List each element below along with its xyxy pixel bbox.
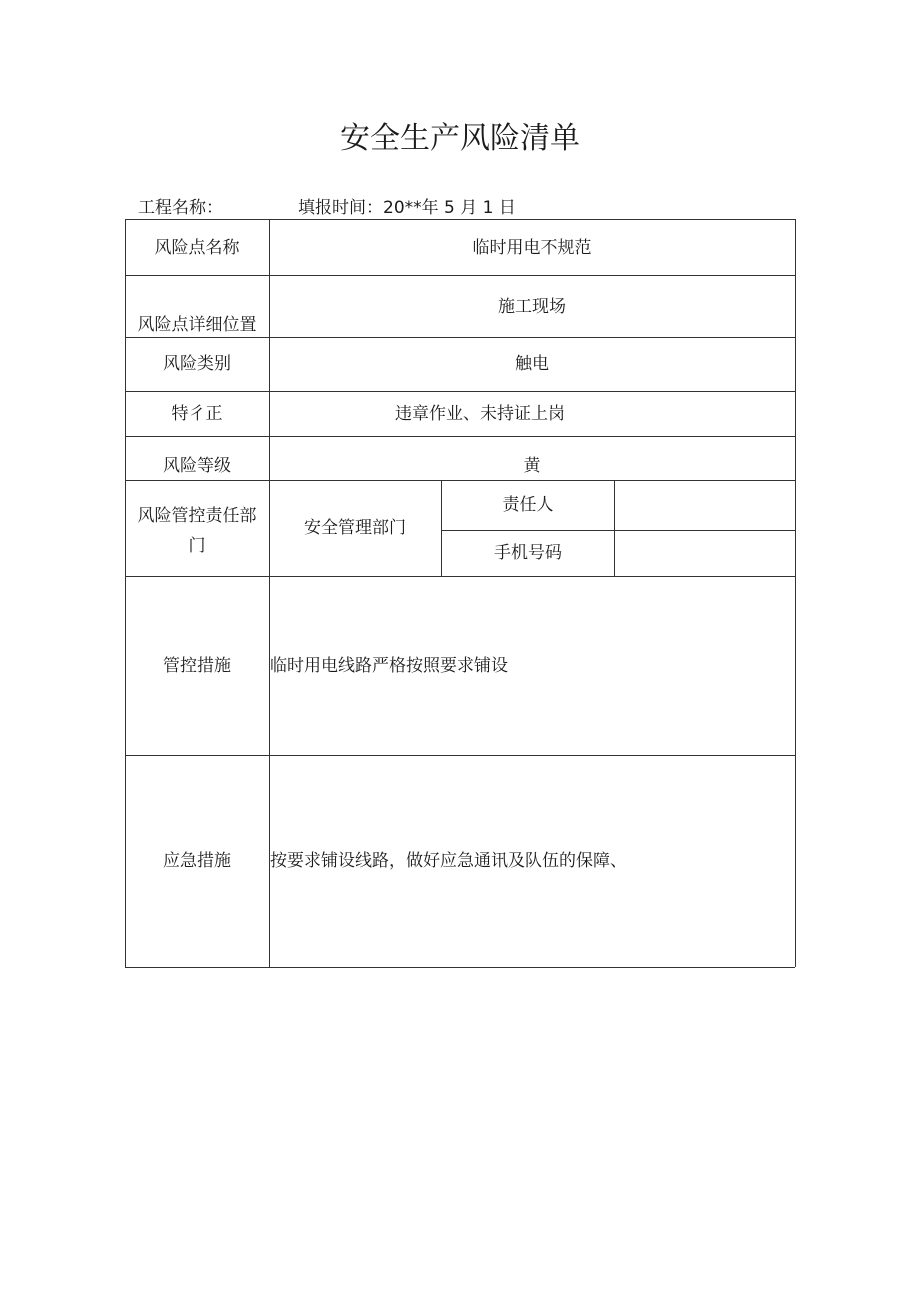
control-value: 临时用电线路严格按照要求铺设: [270, 656, 508, 676]
location-value: 施工现场: [498, 297, 566, 317]
fill-date: 填报时间：20**年 5 月 1 日: [298, 198, 516, 218]
risk-name-value: 临时用电不规范: [472, 238, 592, 258]
emergency-value: 按要求铺设线路，做好应急通讯及队伍的保障、: [270, 851, 627, 871]
dept-label-line1: 风险管控责任部: [137, 506, 257, 526]
control-label: 管控措施: [163, 656, 231, 676]
risk-name-label: 风险点名称: [154, 238, 240, 258]
project-name-label: 工程名称：: [138, 198, 223, 218]
feature-label: 特彳正: [171, 404, 223, 424]
dept-label-line2: 门: [188, 536, 206, 556]
dept-value: 安全管理部门: [304, 518, 406, 538]
person-label: 责任人: [502, 495, 554, 515]
feature-value: 违章作业、未持证上岗: [395, 404, 565, 424]
category-label: 风险类别: [163, 354, 231, 374]
level-label: 风险等级: [163, 456, 231, 476]
phone-label: 手机号码: [494, 543, 562, 563]
level-value: 黄: [523, 456, 541, 476]
category-value: 触电: [515, 354, 549, 374]
page-title: 安全生产风险清单: [340, 121, 580, 156]
location-label: 风险点详细位置: [137, 315, 257, 335]
emergency-label: 应急措施: [163, 851, 231, 871]
